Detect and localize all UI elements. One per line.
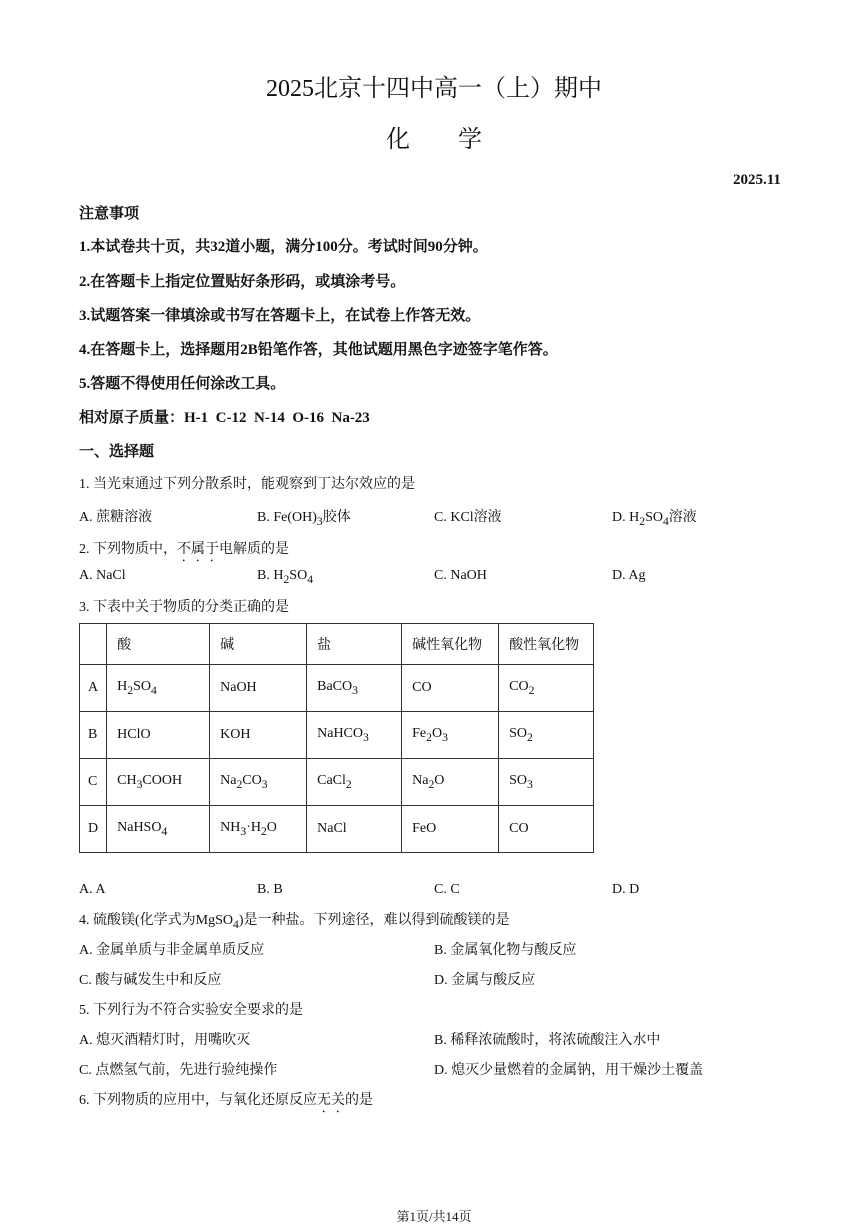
base-cell: $NH_3\cdot H_2O$ — [210, 806, 307, 853]
q5-option-c: C. 点燃氢气前，先进行验纯操作 — [79, 1063, 278, 1078]
base-cell: $Na_2CO_3$ — [210, 759, 307, 806]
q4-option-a: A. 金属单质与非金属单质反应 — [79, 943, 265, 958]
question-6-stem: 6. 下列物质的应用中，与氧化还原反应无关的是 — [79, 1093, 373, 1108]
question-4-stem: 4. 硫酸镁(化学式为MgSO$_4$)是一种盐。下列途径，难以得到硫酸镁的是 — [79, 913, 510, 931]
acid-cell: HClO — [107, 712, 210, 759]
page-number: 第1页/共14页 — [396, 1209, 472, 1224]
emphasis-text: 不属于 — [177, 542, 219, 557]
emphasis-text: 无关 — [317, 1093, 345, 1108]
q1-option-b: B. $Fe(OH)_3$胶体 — [257, 510, 351, 528]
salt-cell: CaCl$_2$ — [307, 759, 402, 806]
note-item: 5.答题不得使用任何涂改工具。 — [79, 376, 286, 392]
row-label: D — [80, 806, 107, 853]
q5-option-a: A. 熄灭酒精灯时，用嘴吹灭 — [79, 1033, 251, 1048]
q5-option-b: B. 稀释浓硫酸时，将浓硫酸注入水中 — [434, 1033, 661, 1048]
table-header-cell — [80, 624, 107, 665]
table-header-row — [80, 624, 594, 665]
q3-option-b: B. B — [257, 882, 283, 897]
q2-option-b: B. $H_2SO_4$ — [257, 568, 314, 586]
q1-option-a: A. 蔗糖溶液 — [79, 510, 153, 525]
acidic-oxide-cell: CO — [499, 806, 594, 853]
q3-option-c: C. C — [434, 882, 460, 897]
subject-title: 化 学 — [386, 127, 482, 153]
question-3-stem: 3. 下表中关于物质的分类正确的是 — [79, 600, 289, 615]
acid-cell: NaHSO$_4$ — [107, 806, 210, 853]
acid-cell: $CH_3COOH$ — [107, 759, 210, 806]
q2-option-d: D. Ag — [612, 568, 646, 583]
notes-heading: 注意事项 — [79, 206, 140, 222]
q2-option-c: C. NaOH — [434, 568, 487, 583]
base-cell: KOH — [210, 712, 307, 759]
acidic-oxide-cell: $SO_3$ — [499, 759, 594, 806]
question-5-stem: 5. 下列行为不符合实验安全要求的是 — [79, 1003, 303, 1018]
q1-option-d: D. $H_2SO_4$溶液 — [612, 510, 697, 528]
q4-option-b: B. 金属氧化物与酸反应 — [434, 943, 577, 958]
table-row — [80, 806, 594, 853]
basic-oxide-cell: $Na_2O$ — [402, 759, 499, 806]
salt-cell: BaCO$_3$ — [307, 665, 402, 712]
exam-title: 2025北京十四中高一（上）期中 — [266, 76, 602, 102]
basic-oxide-cell: FeO — [402, 806, 499, 853]
q5-option-d: D. 熄灭少量燃着的金属钠，用干燥沙土覆盖 — [434, 1063, 704, 1078]
question-1-stem: 1. 当光束通过下列分散系时，能观察到丁达尔效应的是 — [79, 477, 415, 492]
note-item: 3.试题答案一律填涂或书写在答题卡上，在试卷上作答无效。 — [79, 308, 481, 324]
note-item: 1.本试卷共十页，共32道小题，满分100分。考试时间90分钟。 — [79, 239, 488, 255]
salt-cell: NaHCO$_3$ — [307, 712, 402, 759]
table-header-cell: 酸 — [107, 624, 210, 665]
table-header-cell: 碱性氧化物 — [402, 624, 499, 665]
section-title: 一、选择题 — [79, 444, 155, 460]
acidic-oxide-cell: $SO_2$ — [499, 712, 594, 759]
basic-oxide-cell: $Fe_2O_3$ — [402, 712, 499, 759]
note-item: 2.在答题卡上指定位置贴好条形码，或填涂考号。 — [79, 274, 406, 290]
q4-option-d: D. 金属与酸反应 — [434, 973, 536, 988]
row-label: B — [80, 712, 107, 759]
question-2-stem: 2. 下列物质中，不属于电解质的是 — [79, 542, 289, 557]
acid-cell: $H_2SO_4$ — [107, 665, 210, 712]
table-header-cell: 碱 — [210, 624, 307, 665]
basic-oxide-cell: CO — [402, 665, 499, 712]
row-label: A — [80, 665, 107, 712]
q4-option-c: C. 酸与碱发生中和反应 — [79, 973, 222, 988]
note-item: 4.在答题卡上，选择题用2B铅笔作答，其他试题用黑色字迹签字笔作答。 — [79, 342, 558, 358]
q3-option-d: D. D — [612, 882, 640, 897]
table-row — [80, 712, 594, 759]
classification-table — [79, 623, 594, 853]
salt-cell: NaCl — [307, 806, 402, 853]
table-row — [80, 759, 594, 806]
atomic-mass-line: 相对原子质量：H-1 C-12 N-14 O-16 Na-23 — [79, 410, 370, 426]
q1-option-c: C. KCl溶液 — [434, 510, 502, 525]
table-header-cell: 盐 — [307, 624, 402, 665]
table-header-cell: 酸性氧化物 — [499, 624, 594, 665]
acidic-oxide-cell: $CO_2$ — [499, 665, 594, 712]
q3-option-a: A. A — [79, 882, 106, 897]
q2-option-a: A. NaCl — [79, 568, 126, 583]
row-label: C — [80, 759, 107, 806]
base-cell: NaOH — [210, 665, 307, 712]
exam-date: 2025.11 — [733, 172, 781, 188]
table-row — [80, 665, 594, 712]
